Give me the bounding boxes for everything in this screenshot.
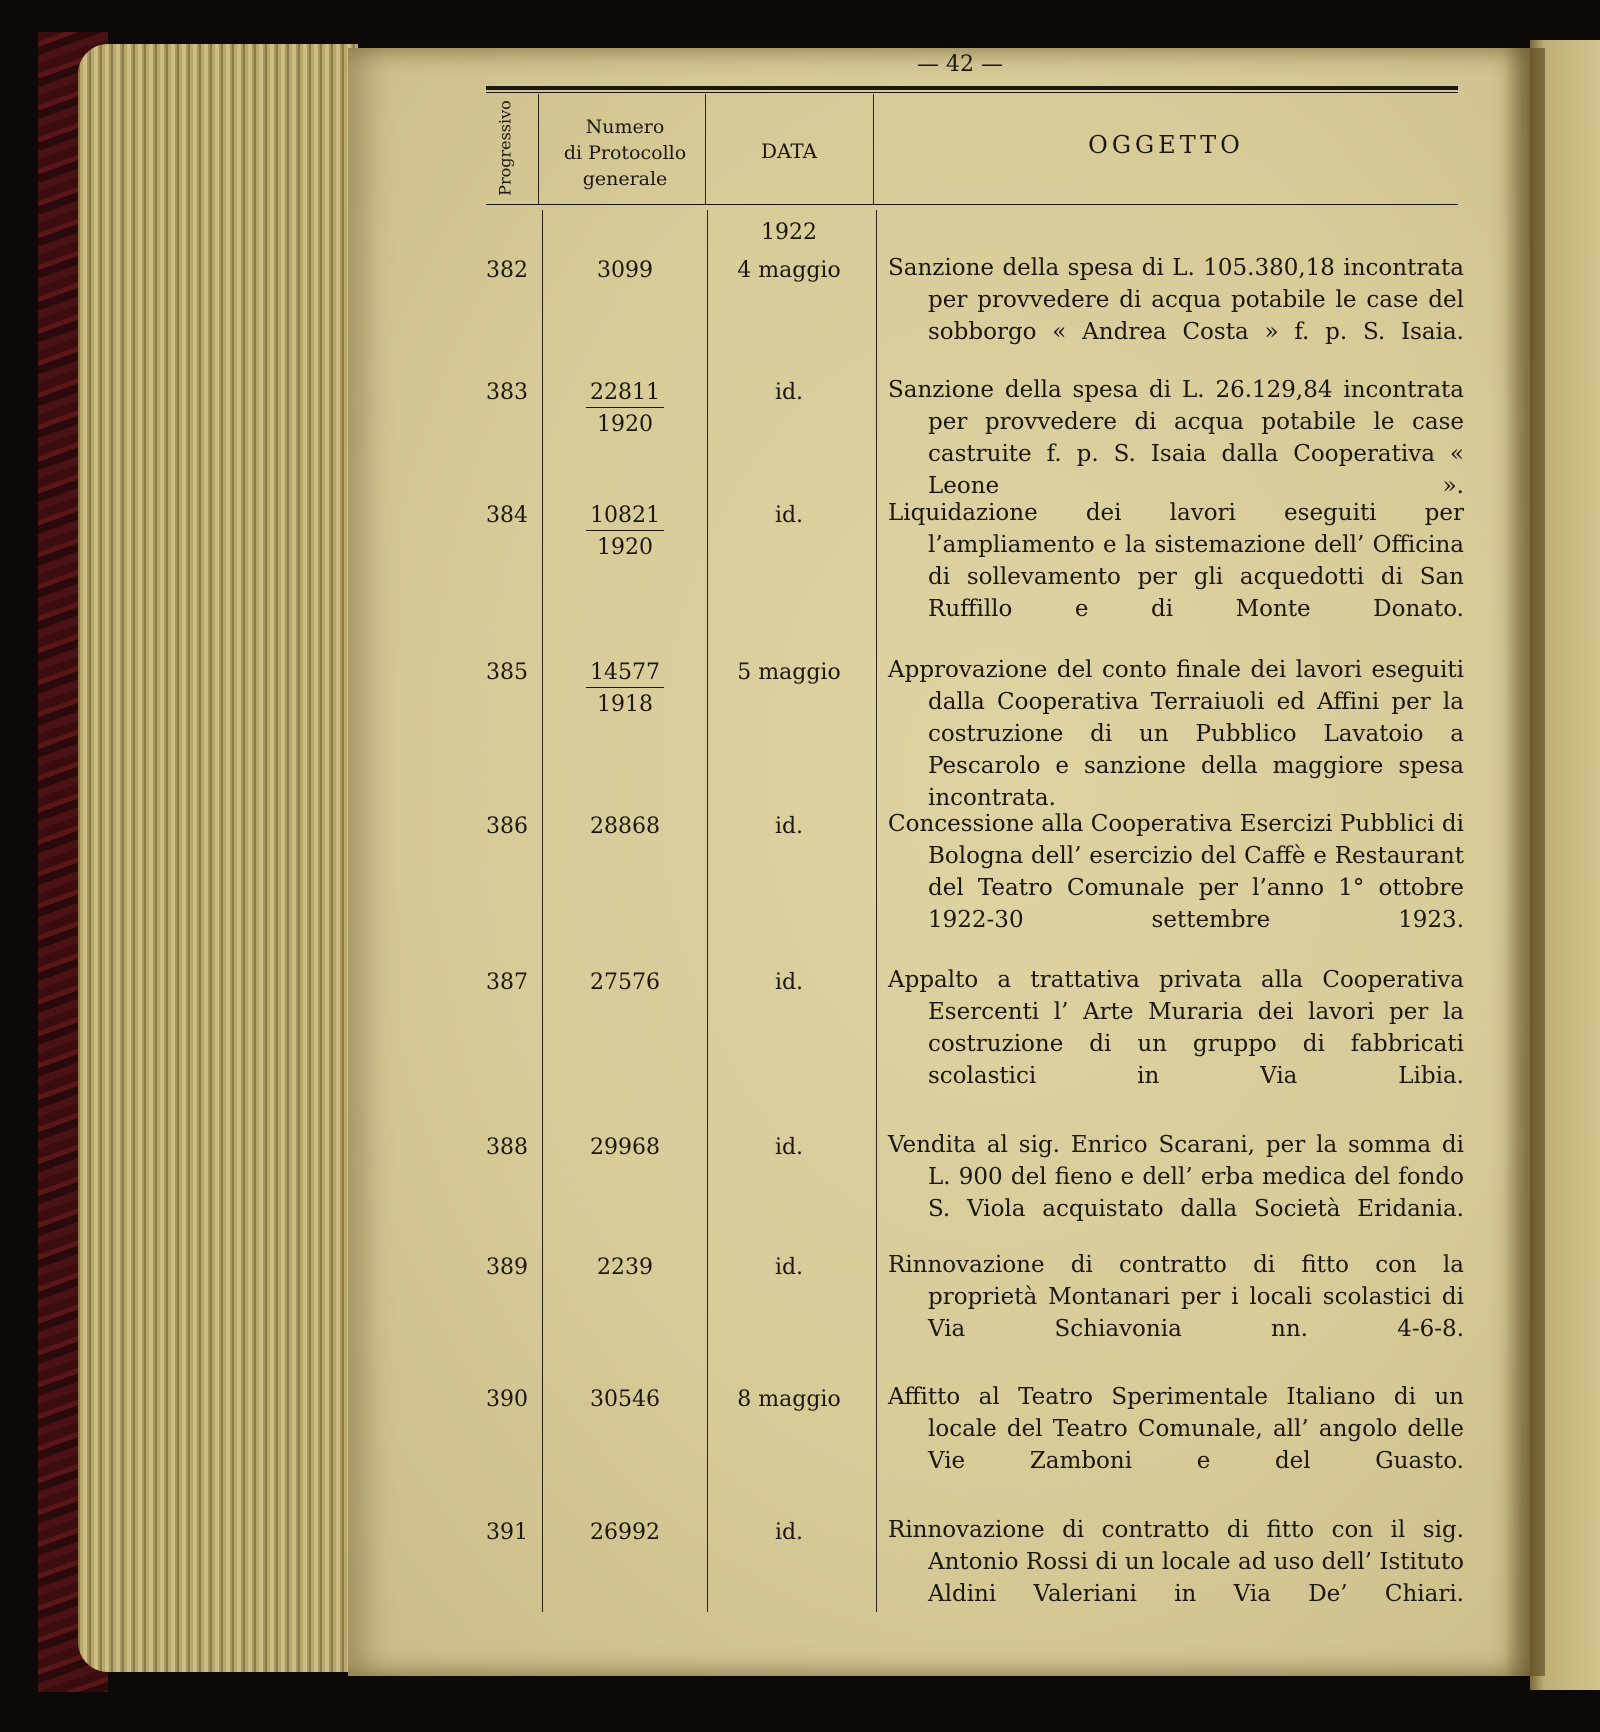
entry-date: id. [774,970,804,995]
progressive-number: 388 [486,1135,528,1160]
header-progressive [484,94,526,202]
header-subject: OGGETTO [1088,131,1244,159]
top-rule-thin [486,92,1458,93]
entry-subject: Rinnovazione di contratto di fitto con il sig. Antonio Rossi di un locale ad uso dell’ Istituto Aldini Valeriani in Via De’ Chiari. [888,1517,1464,1607]
protocol-number-value: 22811 [586,380,664,408]
header-progressive-label: Progressivo [495,100,515,196]
protocol-number: 3099 [597,258,653,283]
protocol-number: 28868 [590,814,660,839]
protocol-number [545,660,705,717]
page-number: — 42 — [917,52,1003,77]
entry-subject: Rinnovazione di contratto di fitto con la proprietà Montanari per i locali scolastici di Via Schiavonia nn. 4-6-8. [888,1252,1464,1342]
entry-date: id. [774,503,804,528]
entry-date: id. [774,1255,804,1280]
progressive-number: 389 [486,1255,528,1280]
column-divider [538,94,539,204]
year-label: 1922 [761,220,817,245]
protocol-number: 26992 [590,1520,660,1545]
column-divider [873,94,874,204]
entry-subject: Affitto al Teatro Sperimentale Italiano di un locale del Teatro Comunale, all’ angolo delle Vie Zamboni e del Guasto. [888,1384,1464,1474]
entry-subject: Approvazione del conto finale dei lavori eseguiti dalla Cooperativa Terraiuoli ed Affini per la costruzione di un Pubblico Lavatoio a Pescarolo e sanzione della maggiore spesa incontrata. [888,657,1464,811]
column-divider [876,210,877,1612]
entry-subject: Concessione alla Cooperativa Esercizi Pubblici di Bologna dell’ esercizio del Caffè e Restaurant del Teatro Comunale per l’anno 1° ottobre 1922-30 settembre 1923. [888,811,1464,933]
entry-date: 8 maggio [737,1387,841,1412]
progressive-number: 385 [486,660,528,685]
header-date: DATA [760,139,818,163]
entry-subject: Vendita al sig. Enrico Scarani, per la somma di L. 900 del fieno e dell’ erba medica del fondo S. Viola acquistato dalla Società Eridania. [888,1132,1464,1222]
spine-shadow [1505,48,1545,1676]
column-divider [542,210,543,1612]
progressive-number: 387 [486,970,528,995]
protocol-number [545,380,705,437]
progressive-number: 391 [486,1520,528,1545]
entry-date: 5 maggio [737,660,841,685]
protocol-year: 1918 [597,692,653,717]
entry-date: id. [774,1520,804,1545]
progressive-number: 386 [486,814,528,839]
header-rule [486,204,1458,205]
progressive-number: 384 [486,503,528,528]
progressive-number: 382 [486,258,528,283]
protocol-number: 2239 [597,1255,653,1280]
entry-date: id. [774,380,804,405]
entry-date: 4 maggio [737,258,841,283]
protocol-year: 1920 [597,535,653,560]
entry-subject: Appalto a trattativa privata alla Cooperativa Esercenti l’ Arte Muraria dei lavori per la costruzione di un gruppo di fabbricati scolastici in Via Libia. [888,967,1464,1089]
header-protocol-line: Numero [585,116,665,138]
protocol-number: 29968 [590,1135,660,1160]
entry-subject: Sanzione della spesa di L. 26.129,84 incontrata per provvedere di acqua potabile le case castruite f. p. S. Isaia dalla Cooperativa « Leone ». [888,377,1464,499]
header-protocol-line: di Protocollo [563,142,687,164]
protocol-number: 30546 [590,1387,660,1412]
protocol-number-value: 14577 [586,660,664,688]
protocol-number: 27576 [590,970,660,995]
entry-subject: Liquidazione dei lavori eseguiti per l’ampliamento e la sistemazione dell’ Officina di sollevamento per gli acquedotti di San Ruffillo e di Monte Donato. [888,500,1464,622]
protocol-year: 1920 [597,412,653,437]
protocol-number-value: 10821 [586,503,664,531]
progressive-number: 390 [486,1387,528,1412]
progressive-number: 383 [486,380,528,405]
entry-date: id. [774,814,804,839]
header-protocol-line: generale [582,168,668,190]
header-protocol [545,114,705,192]
protocol-number [545,503,705,560]
top-rule [486,86,1458,90]
page-edges [78,44,358,1672]
entry-subject: Sanzione della spesa di L. 105.380,18 incontrata per provvedere di acqua potabile le case del sobborgo « Andrea Costa » f. p. S. Isaia. [888,255,1464,345]
entry-date: id. [774,1135,804,1160]
